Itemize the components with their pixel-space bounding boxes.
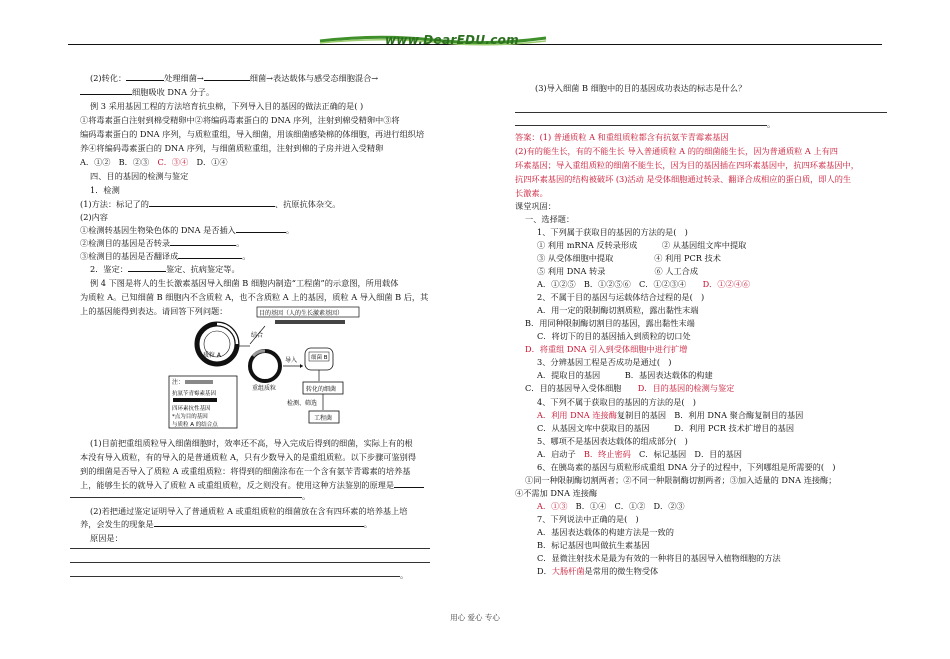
option: A．①③ B．①④ C．①② D．②③	[537, 501, 685, 511]
text-line: 养④将编码毒素蛋白的 DNA 序列，与细菌质粒重组，注射到棉的子房并进入受精卵	[80, 143, 384, 153]
legend-title: 注：	[172, 379, 185, 386]
answer-rule	[70, 548, 430, 549]
option: B．标记基因也叫做抗生素基因	[537, 540, 650, 550]
question: 4、下列不属于获取目的基因的方法的是( )	[537, 397, 696, 407]
recombinant-label: 重组质粒	[252, 385, 277, 392]
text-line: (2)转化： 处理细菌→ 细菌→表达载体与感受态细胞混合→	[90, 73, 379, 83]
text-line: ①将毒素蛋白注射到棉受精卵中②将编码毒素蛋白的 DNA 序列，注射到棉受精卵中③将	[80, 115, 400, 125]
question: 1、下列属于获取目的基因的方法的是( )	[537, 227, 688, 237]
option: A．启动子 B．终止密码 C．标记基因 D．目的基因	[537, 449, 742, 459]
option: B．用同种限制酶切割目的基因，露出黏性末端	[525, 318, 695, 328]
option: D．大肠杆菌是常用的微生物受体	[537, 566, 659, 576]
section-heading: 四、目的基因的检测与鉴定	[90, 171, 189, 181]
site-name[interactable]: www.DearEDU.com	[385, 33, 519, 47]
text-line: 上的基因能得到表达。请回答下列问题：	[80, 306, 228, 316]
text-line: (2)内容	[80, 212, 108, 222]
plasmid-a-label: 质粒 A	[203, 352, 222, 359]
option: C．目的基因导入受体细胞 D．目的基因的检测与鉴定	[525, 383, 735, 393]
text-line: 1．检测	[90, 185, 120, 195]
answer-text: 抗四环素基因的结构被破坏 (3)活动 是受体细胞通过转录、翻译合成相应的蛋白质，即人的生	[515, 174, 852, 184]
answer-rule	[70, 576, 400, 577]
answer-text: (2)有的能生长，有的不能生长 导入普通质粒 A 的的细菌能生长，因为普通质粒 A 上有四	[515, 146, 838, 156]
transformed-label: 转化的细菌	[306, 386, 337, 393]
text-line: 为质粒 A。已知细菌 B 细胞内不含质粒 A，也不含质粒 A 上的基因，质粒 A 导入细菌 B 后，其	[80, 292, 429, 302]
option: A．基因表达载体的构建方法是一致的	[537, 527, 674, 537]
text-line: 编码毒素蛋白的 DNA 序列，与质粒重组，导入细菌，用该细菌感染棉的体细胞，再进行组织培	[80, 129, 425, 139]
legend-item: *点为目的基因	[172, 414, 208, 420]
correct-answer: D．①②④⑥	[702, 279, 751, 289]
combine-label: 结合	[251, 332, 264, 339]
text-line: 到的细菌是否导入了质粒 A 或重组质粒：将得到的细菌涂布在一个含有氨苄青霉素的培养基	[80, 466, 411, 476]
detect-label: 检测、筛选	[287, 400, 318, 407]
option: ④不需加 DNA 连接酶	[515, 488, 598, 498]
text-line: ②检测目的基因是否转录 。	[80, 238, 245, 248]
plasmid-a-segment	[217, 324, 237, 344]
text-line: 2．鉴定： 鉴定、抗病鉴定等。	[90, 264, 240, 274]
answer-text: 答案：(1) 普通质粒 A 和重组质粒都含有抗氨苄青霉素基因	[515, 132, 729, 142]
answer-choices: A．①②⑤ B．①②⑤⑥ C．①②③④ D．①②④⑥	[537, 279, 751, 289]
gene-bar-icon	[275, 320, 345, 324]
option: A．用一定的限制酶切割质粒，露出黏性末端	[537, 305, 699, 315]
option: ⑤ 利用 DNA 转录 ⑥ 人工合成	[537, 266, 699, 276]
question: 2、不属于目的基因与运载体结合过程的是( )	[537, 292, 705, 302]
answer-rule	[515, 112, 887, 113]
text-line: ③检测目的基因是否翻译成 。	[80, 251, 251, 261]
text-line: 本没有导入质粒，有的导入的是普通质粒 A，只有少数导入的是重组质粒。以下步骤可鉴别得	[80, 452, 417, 462]
import-label: 导入	[285, 357, 298, 364]
text-line: ①检测转基因生物染色体的 DNA 是否插入 。	[80, 225, 295, 235]
section-heading: 一、选择题：	[525, 214, 575, 224]
option: C．显微注射技术是最为有效的一种将目的基因导入植物细胞的方法	[537, 553, 781, 563]
text-line: 养，会发生的现象是 。	[80, 519, 372, 529]
gene-label: 目的基因（人的生长激素基因）	[259, 310, 344, 317]
option: ①同一种限制酶切割两者；②不同一种限制酶切割两者；③加入适量的 DNA 连接酶；	[525, 475, 837, 485]
engineered-label: 工程菌	[314, 415, 333, 422]
bacteria-b-label: 细菌 B	[311, 355, 328, 361]
correct-answer: C．③④	[157, 157, 189, 167]
text-line: (3)导入细菌 B 细胞中的目的基因成功表达的标志是什么？	[535, 83, 747, 93]
option: A．利用 DNA 连接酶复制目的基因 B．利用 DNA 聚合酶复制目的基因	[537, 410, 804, 420]
answer-text: 环素基因；导入重组质粒的细菌不能生长，因为目的基因插在四环素基因中，抗四环素基因中，	[515, 160, 859, 170]
text-line: 原因是：	[90, 533, 123, 543]
text-line: (1)目前把重组质粒导入细菌细胞时，效率还不高，导入完成后得到的细菌，实际上有的根	[90, 438, 413, 448]
text-line: 细胞吸收 DNA 分子。	[80, 86, 214, 98]
correct-answer: A．①③	[537, 501, 568, 511]
option: ③ 从受体细胞中提取 ④ 利用 PCR 技术	[537, 253, 721, 263]
correct-answer: 大肠杆菌	[551, 566, 585, 576]
answer-rule	[70, 497, 302, 498]
answer-rule	[515, 125, 767, 126]
answer-rule	[70, 562, 430, 563]
correct-answer: B．终止密码	[583, 449, 631, 459]
plasmid-diagram	[165, 306, 365, 431]
option: A．提取目的基因 B．基因表达载体的构建	[537, 370, 713, 380]
section-heading: 课堂巩固：	[515, 201, 556, 211]
text-line: 上，能够生长的就导入了质粒 A 或重组质粒，反之则没有。使用这种方法鉴别的原理是	[80, 479, 424, 491]
text-line: (2)若把通过鉴定证明导入了普通质粒 A 或重组质粒的细菌放在含有四环素的培养基上培	[90, 506, 408, 516]
text-line: (1)方法：标记了的 、抗原抗体杂交。	[80, 199, 341, 209]
legend-item: 与质粒 A 的结合点	[172, 422, 218, 428]
question: 3、分辨基因工程是否成功是通过( )	[537, 357, 672, 367]
question: 5、哪项不是基因表达载体的组成部分( )	[537, 436, 688, 446]
option: C．从基因文库中获取目的基因 D．利用 PCR 技术扩增目的基因	[537, 423, 795, 433]
legend-item: 抗氨苄青霉素基因	[172, 391, 217, 397]
answer-text: 长激素。	[515, 188, 548, 198]
option: C．将切下的目的基因插入到质粒的切口处	[537, 331, 691, 341]
answer-choices: A．①② B．②③ C．③④ D．①④	[80, 157, 228, 167]
question: 6、在胰岛素的基因与质粒形成重组 DNA 分子的过程中，下列哪组是所需要的( )	[537, 462, 836, 472]
option: ① 利用 mRNA 反转录形成 ② 从基因组文库中提取	[537, 240, 747, 250]
text-line: 例 3 采用基因工程的方法培育抗虫棉，下列导入目的基因的做法正确的是( )	[90, 101, 364, 111]
page-footer: 用心 爱心 专心	[450, 613, 500, 622]
correct-answer: A．利用 DNA 连接酶	[537, 410, 617, 420]
question: 7、下列说法中正确的是( )	[537, 514, 639, 524]
text-line: 例 4 下图是将人的生长激素基因导入细菌 B 细胞内制造“工程菌”的示意图，所用载体	[90, 278, 399, 288]
legend-item: 四环素抗性基因	[172, 406, 211, 412]
correct-option: D．将重组 DNA 引入到受体细胞中进行扩增	[525, 344, 688, 354]
correct-answer: D．目的基因的检测与鉴定	[637, 383, 735, 393]
